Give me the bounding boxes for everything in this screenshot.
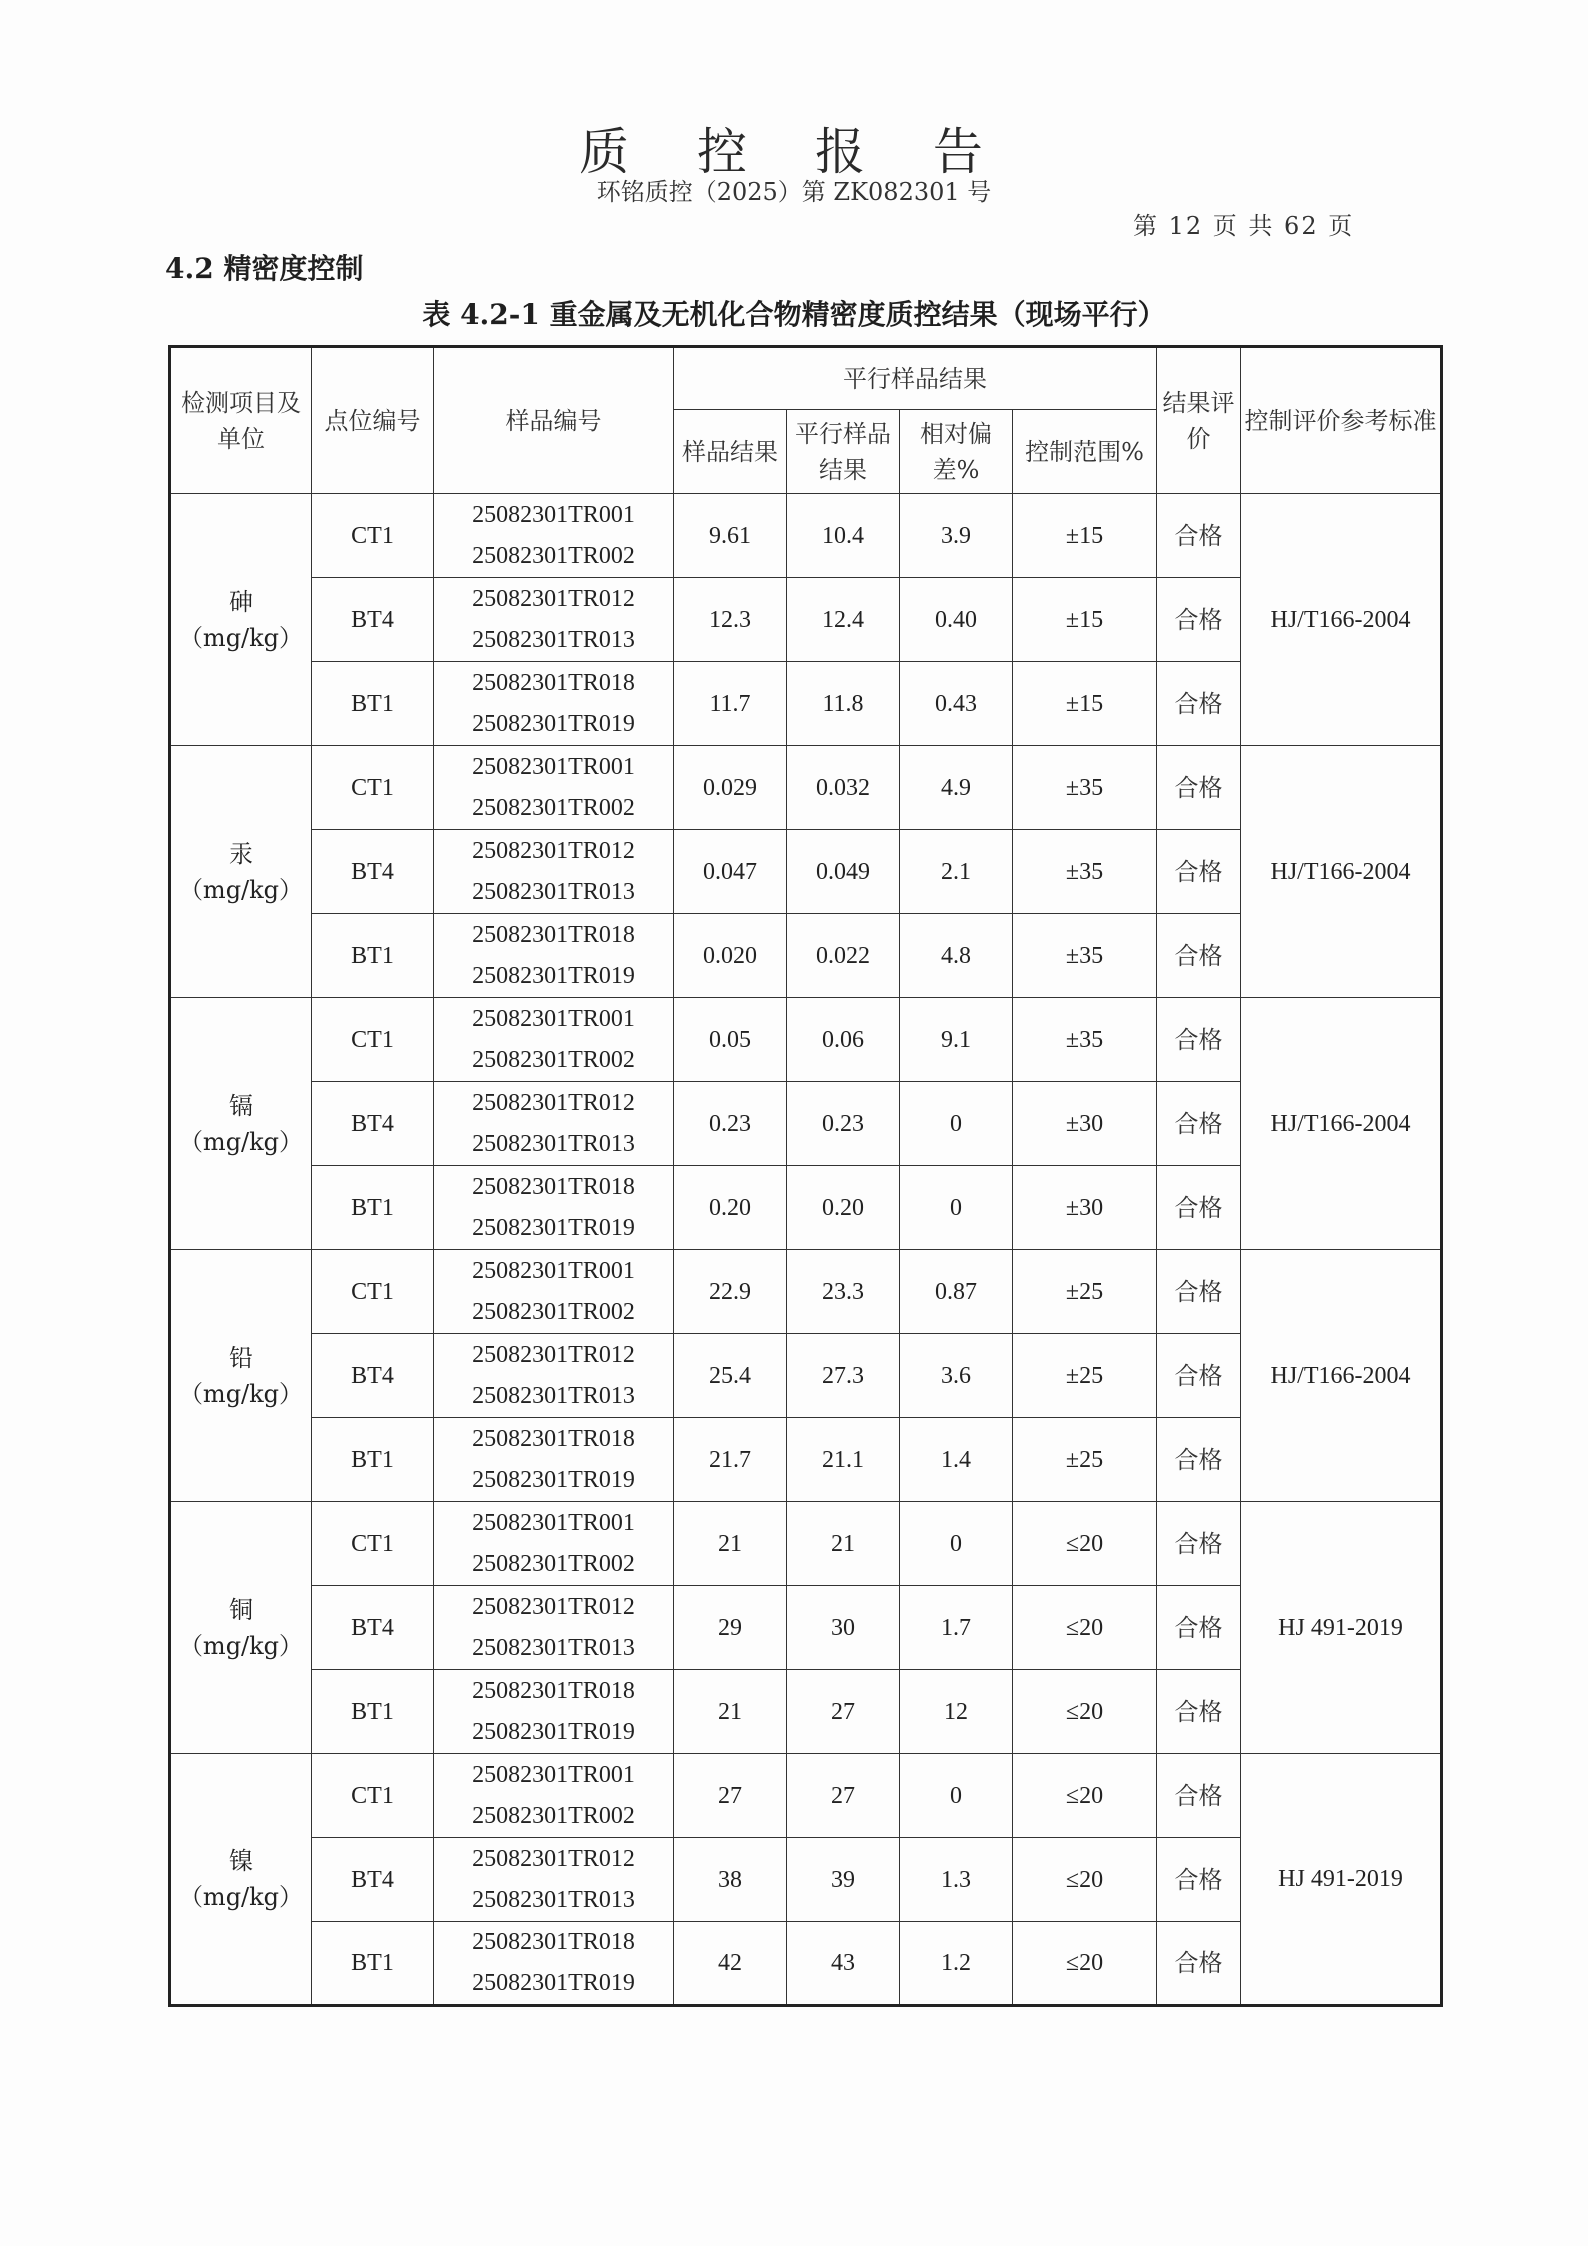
parallel-result: 23.3 — [787, 1250, 900, 1334]
relative-deviation: 0.40 — [900, 578, 1013, 662]
analyte-cell — [170, 1250, 312, 1502]
sample-id-primary: 25082301TR012 — [472, 1089, 635, 1116]
relative-deviation: 1.4 — [900, 1418, 1013, 1502]
sample-result: 21.7 — [674, 1418, 787, 1502]
control-range: ±15 — [1013, 578, 1157, 662]
parallel-result: 11.8 — [787, 662, 900, 746]
sample-id-parallel: 25082301TR013 — [472, 626, 635, 653]
sample-result: 0.20 — [674, 1166, 787, 1250]
reference-standard: HJ/T166-2004 — [1241, 1250, 1442, 1502]
sample-id-primary: 25082301TR018 — [472, 1677, 635, 1704]
table-row — [170, 998, 1442, 1082]
sample-ids — [434, 1502, 674, 1586]
sample-id-parallel: 25082301TR019 — [472, 1970, 635, 1996]
sample-ids — [434, 1334, 674, 1418]
sample-ids — [434, 1670, 674, 1754]
analyte-cell — [170, 1754, 312, 2006]
relative-deviation: 0 — [900, 1082, 1013, 1166]
control-range: ±30 — [1013, 1082, 1157, 1166]
sample-id-primary: 25082301TR012 — [472, 837, 635, 864]
control-range: ±25 — [1013, 1418, 1157, 1502]
control-range: ±35 — [1013, 914, 1157, 998]
sample-result: 29 — [674, 1586, 787, 1670]
sample-ids — [434, 1166, 674, 1250]
relative-deviation: 3.6 — [900, 1334, 1013, 1418]
evaluation-result: 合格 — [1157, 1250, 1241, 1334]
sample-id-parallel: 25082301TR013 — [472, 1634, 635, 1661]
sample-id-parallel: 25082301TR013 — [472, 878, 635, 905]
sample-ids — [434, 494, 674, 578]
control-range: ±15 — [1013, 662, 1157, 746]
header-sample-result: 样品结果 — [674, 410, 787, 494]
point-id: BT1 — [312, 662, 434, 746]
analyte-unit: （mg/kg） — [178, 1379, 304, 1408]
point-id: CT1 — [312, 494, 434, 578]
analyte-cell — [170, 998, 312, 1250]
sample-id-primary: 25082301TR001 — [472, 753, 635, 780]
parallel-result: 10.4 — [787, 494, 900, 578]
sample-result: 42 — [674, 1922, 787, 2006]
evaluation-result: 合格 — [1157, 1838, 1241, 1922]
table-row — [170, 746, 1442, 830]
table-body — [170, 494, 1442, 2006]
point-id: CT1 — [312, 1502, 434, 1586]
parallel-result: 27 — [787, 1670, 900, 1754]
sample-id-parallel: 25082301TR013 — [472, 1886, 635, 1913]
sample-id-parallel: 25082301TR002 — [472, 1046, 635, 1073]
reference-standard: HJ/T166-2004 — [1241, 746, 1442, 998]
parallel-result: 21 — [787, 1502, 900, 1586]
control-range: ±15 — [1013, 494, 1157, 578]
evaluation-result: 合格 — [1157, 494, 1241, 578]
analyte-cell — [170, 1502, 312, 1754]
relative-deviation: 0 — [900, 1166, 1013, 1250]
parallel-result: 27 — [787, 1754, 900, 1838]
parallel-result: 30 — [787, 1586, 900, 1670]
sample-result: 12.3 — [674, 578, 787, 662]
relative-deviation: 0 — [900, 1754, 1013, 1838]
relative-deviation: 3.9 — [900, 494, 1013, 578]
analyte-name: 镉 — [229, 1091, 253, 1120]
sample-ids — [434, 1250, 674, 1334]
point-id: BT4 — [312, 1082, 434, 1166]
control-range: ≤20 — [1013, 1670, 1157, 1754]
control-range: ±30 — [1013, 1166, 1157, 1250]
sample-id-parallel: 25082301TR019 — [472, 710, 635, 737]
evaluation-result: 合格 — [1157, 1082, 1241, 1166]
sample-id-parallel: 25082301TR002 — [472, 542, 635, 569]
evaluation-result: 合格 — [1157, 1334, 1241, 1418]
document-number: 环铭质控（2025）第 ZK082301 号 — [596, 178, 992, 206]
reference-standard: HJ 491-2019 — [1241, 1502, 1442, 1754]
parallel-result: 43 — [787, 1922, 900, 2006]
parallel-result: 0.032 — [787, 746, 900, 830]
point-id: BT4 — [312, 830, 434, 914]
sample-id-parallel: 25082301TR013 — [472, 1130, 635, 1157]
sample-id-parallel: 25082301TR002 — [472, 1298, 635, 1325]
control-range: ≤20 — [1013, 1838, 1157, 1922]
sample-result: 0.020 — [674, 914, 787, 998]
analyte-cell — [170, 746, 312, 998]
table-row — [170, 1250, 1442, 1334]
sample-result: 38 — [674, 1838, 787, 1922]
sample-result: 9.61 — [674, 494, 787, 578]
section-heading: 4.2 精密度控制 — [165, 252, 364, 285]
point-id: BT1 — [312, 1418, 434, 1502]
sample-result: 0.23 — [674, 1082, 787, 1166]
control-range: ≤20 — [1013, 1586, 1157, 1670]
sample-ids — [434, 662, 674, 746]
relative-deviation: 9.1 — [900, 998, 1013, 1082]
sample-id-parallel: 25082301TR019 — [472, 962, 635, 989]
sample-id-primary: 25082301TR018 — [472, 669, 635, 696]
relative-deviation: 0 — [900, 1502, 1013, 1586]
sample-ids — [434, 1082, 674, 1166]
relative-deviation: 0.87 — [900, 1250, 1013, 1334]
sample-result: 25.4 — [674, 1334, 787, 1418]
control-range: ±25 — [1013, 1334, 1157, 1418]
parallel-result: 39 — [787, 1838, 900, 1922]
sample-id-primary: 25082301TR018 — [472, 1929, 635, 1955]
sample-id-parallel: 25082301TR002 — [472, 1550, 635, 1577]
evaluation-result: 合格 — [1157, 1754, 1241, 1838]
evaluation-result: 合格 — [1157, 1670, 1241, 1754]
sample-result: 11.7 — [674, 662, 787, 746]
reference-standard: HJ/T166-2004 — [1241, 494, 1442, 746]
sample-id-primary: 25082301TR001 — [472, 1761, 635, 1788]
analyte-cell — [170, 494, 312, 746]
point-id: BT1 — [312, 1166, 434, 1250]
evaluation-result: 合格 — [1157, 998, 1241, 1082]
point-id: BT4 — [312, 1586, 434, 1670]
parallel-result: 0.022 — [787, 914, 900, 998]
sample-ids — [434, 1754, 674, 1838]
evaluation-result: 合格 — [1157, 1418, 1241, 1502]
parallel-result: 21.1 — [787, 1418, 900, 1502]
sample-id-primary: 25082301TR012 — [472, 585, 635, 612]
header-parallel-result: 平行样品结果 — [787, 410, 900, 494]
sample-id-primary: 25082301TR018 — [472, 1173, 635, 1200]
point-id: CT1 — [312, 998, 434, 1082]
sample-ids — [434, 1922, 674, 2006]
analyte-unit: （mg/kg） — [178, 1127, 304, 1156]
relative-deviation: 12 — [900, 1670, 1013, 1754]
analyte-unit: （mg/kg） — [178, 1631, 304, 1660]
sample-ids — [434, 746, 674, 830]
control-range: ≤20 — [1013, 1502, 1157, 1586]
analyte-name: 汞 — [229, 839, 253, 868]
table-row — [170, 1754, 1442, 1838]
control-range: ≤20 — [1013, 1922, 1157, 2006]
header-evaluation: 结果评价 — [1157, 347, 1241, 494]
relative-deviation: 2.1 — [900, 830, 1013, 914]
header-point-id: 点位编号 — [312, 347, 434, 494]
header-item-unit: 检测项目及单位 — [170, 347, 312, 494]
evaluation-result: 合格 — [1157, 578, 1241, 662]
sample-result: 0.029 — [674, 746, 787, 830]
page-title: 质 控 报 告 — [579, 123, 1009, 181]
parallel-result: 12.4 — [787, 578, 900, 662]
header-sample-id: 样品编号 — [434, 347, 674, 494]
sample-result: 21 — [674, 1502, 787, 1586]
analyte-name: 铜 — [229, 1595, 253, 1624]
sample-result: 22.9 — [674, 1250, 787, 1334]
relative-deviation: 1.2 — [900, 1922, 1013, 2006]
point-id: BT4 — [312, 1334, 434, 1418]
analyte-name: 镍 — [229, 1847, 253, 1875]
sample-id-parallel: 25082301TR002 — [472, 1802, 635, 1829]
point-id: CT1 — [312, 1250, 434, 1334]
sample-id-primary: 25082301TR001 — [472, 1257, 635, 1284]
table-row — [170, 494, 1442, 578]
sample-id-primary: 25082301TR012 — [472, 1593, 635, 1620]
point-id: BT4 — [312, 1838, 434, 1922]
evaluation-result: 合格 — [1157, 662, 1241, 746]
sample-ids — [434, 1586, 674, 1670]
sample-ids — [434, 914, 674, 998]
sample-ids — [434, 830, 674, 914]
analyte-unit: （mg/kg） — [178, 1883, 304, 1911]
parallel-result: 0.049 — [787, 830, 900, 914]
sample-id-parallel: 25082301TR019 — [472, 1214, 635, 1241]
analyte-unit: （mg/kg） — [178, 875, 304, 904]
point-id: BT1 — [312, 914, 434, 998]
reference-standard: HJ/T166-2004 — [1241, 998, 1442, 1250]
parallel-result: 27.3 — [787, 1334, 900, 1418]
parallel-result: 0.20 — [787, 1166, 900, 1250]
evaluation-result: 合格 — [1157, 1166, 1241, 1250]
sample-id-primary: 25082301TR018 — [472, 921, 635, 948]
header-parallel-group: 平行样品结果 — [674, 347, 1157, 410]
sample-ids — [434, 1418, 674, 1502]
sample-id-parallel: 25082301TR013 — [472, 1382, 635, 1409]
evaluation-result: 合格 — [1157, 1502, 1241, 1586]
sample-id-primary: 25082301TR012 — [472, 1341, 635, 1368]
header-reference-standard: 控制评价参考标准 — [1241, 347, 1442, 494]
evaluation-result: 合格 — [1157, 1586, 1241, 1670]
sample-id-parallel: 25082301TR019 — [472, 1466, 635, 1493]
sample-result: 27 — [674, 1754, 787, 1838]
sample-id-primary: 25082301TR012 — [472, 1845, 635, 1872]
table-caption: 表 4.2-1 重金属及无机化合物精密度质控结果（现场平行） — [422, 298, 1166, 331]
parallel-result: 0.06 — [787, 998, 900, 1082]
sample-result: 0.05 — [674, 998, 787, 1082]
header-relative-deviation: 相对偏差% — [900, 410, 1013, 494]
evaluation-result: 合格 — [1157, 1922, 1241, 2006]
evaluation-result: 合格 — [1157, 830, 1241, 914]
control-range: ±25 — [1013, 1250, 1157, 1334]
point-id: CT1 — [312, 1754, 434, 1838]
point-id: BT1 — [312, 1922, 434, 2006]
point-id: CT1 — [312, 746, 434, 830]
analyte-name: 砷 — [229, 587, 253, 616]
sample-result: 21 — [674, 1670, 787, 1754]
header-control-range: 控制范围% — [1013, 410, 1157, 494]
relative-deviation: 4.8 — [900, 914, 1013, 998]
sample-id-parallel: 25082301TR019 — [472, 1718, 635, 1745]
relative-deviation: 0.43 — [900, 662, 1013, 746]
page-counter: 第 12 页 共 62 页 — [1133, 212, 1355, 240]
sample-ids — [434, 998, 674, 1082]
relative-deviation: 1.3 — [900, 1838, 1013, 1922]
control-range: ±35 — [1013, 746, 1157, 830]
analyte-name: 铅 — [229, 1343, 253, 1372]
precision-qc-table — [168, 345, 1443, 2007]
control-range: ±35 — [1013, 998, 1157, 1082]
control-range: ±35 — [1013, 830, 1157, 914]
parallel-result: 0.23 — [787, 1082, 900, 1166]
sample-result: 0.047 — [674, 830, 787, 914]
point-id: BT1 — [312, 1670, 434, 1754]
reference-standard: HJ 491-2019 — [1241, 1754, 1442, 2006]
sample-id-primary: 25082301TR018 — [472, 1425, 635, 1452]
sample-ids — [434, 1838, 674, 1922]
sample-id-parallel: 25082301TR002 — [472, 794, 635, 821]
sample-id-primary: 25082301TR001 — [472, 1509, 635, 1536]
table-row — [170, 1502, 1442, 1586]
point-id: BT4 — [312, 578, 434, 662]
analyte-unit: （mg/kg） — [178, 623, 304, 652]
evaluation-result: 合格 — [1157, 746, 1241, 830]
sample-id-primary: 25082301TR001 — [472, 501, 635, 528]
control-range: ≤20 — [1013, 1754, 1157, 1838]
sample-ids — [434, 578, 674, 662]
relative-deviation: 4.9 — [900, 746, 1013, 830]
relative-deviation: 1.7 — [900, 1586, 1013, 1670]
sample-id-primary: 25082301TR001 — [472, 1005, 635, 1032]
evaluation-result: 合格 — [1157, 914, 1241, 998]
